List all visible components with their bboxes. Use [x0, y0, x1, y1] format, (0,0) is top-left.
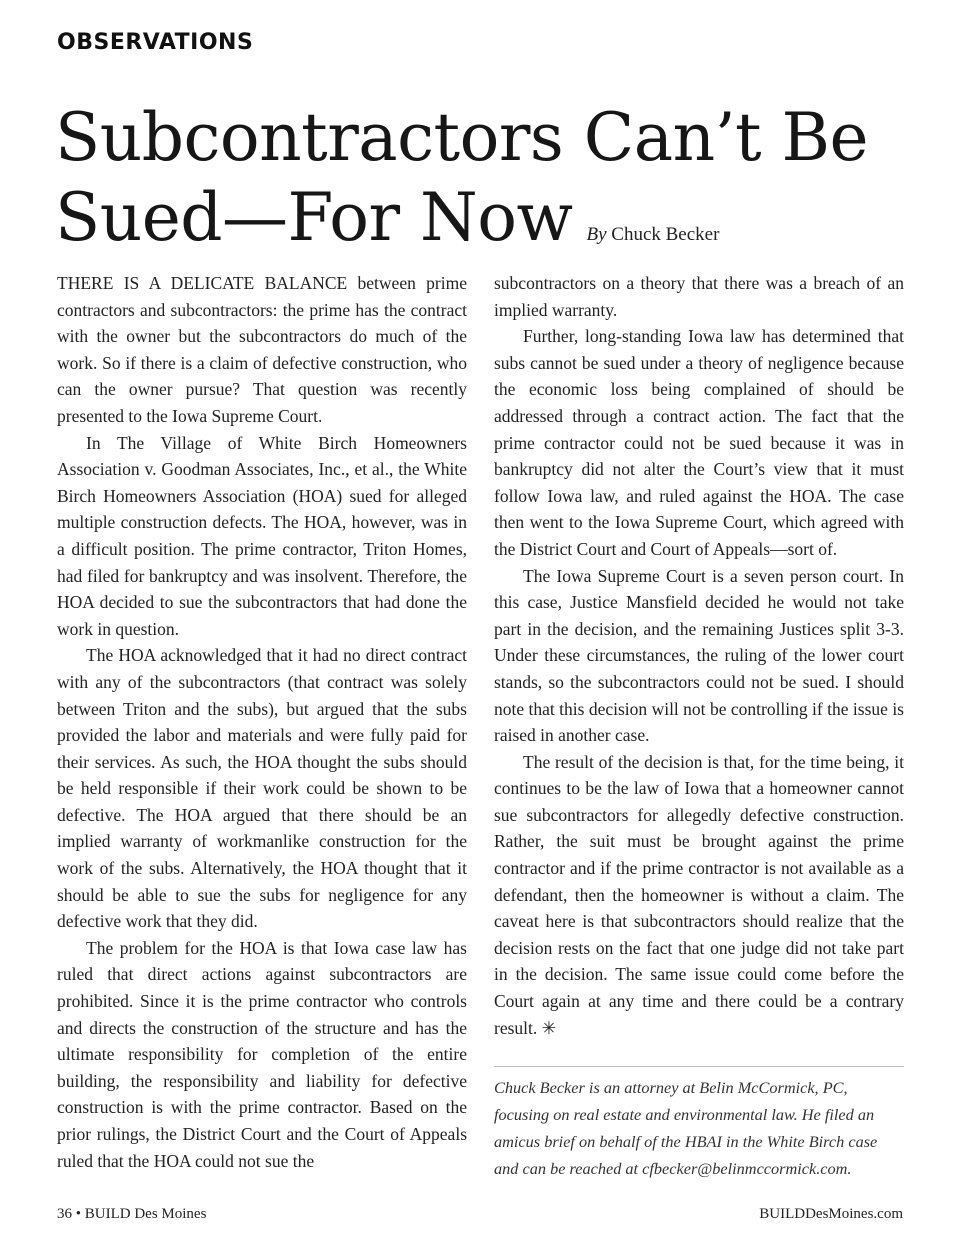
article-paragraph-7: [494, 749, 904, 1042]
paragraph-7-text: The result of the decision is that, for the time being, it continues to be the law of Iowa that a homeowner cannot sue subcontractors for allegedly defective construction. Rather, the suit must be brought against the prime contractor and if the prime contractor is not available as a defendant, then the homeowner is without a claim. The caveat here is that subcontractors should realize that the decision rests on the fact that one judge did not take part in the decision. The same issue could come before the Court again at any time and there could be a contrary result.: [494, 751, 904, 1038]
author-bio: Chuck Becker is an attorney at Belin McCormick, PC, focusing on real estate and environmental law. He filed an amicus brief on behalf of the HBAI in the White Birch case and can be reached at cfbecker@belinmccormick.com.: [494, 1078, 878, 1178]
lead-in-caps: THERE IS A DELICATE BALANCE: [57, 273, 348, 293]
footer-website: BUILDDesMoines.com: [759, 1206, 903, 1222]
bio-divider: [494, 1066, 904, 1067]
article-column-right: [494, 270, 904, 1041]
end-mark-icon: ✳: [541, 1017, 557, 1038]
paragraph-1-text: between prime contractors and subcontractors: the prime has the contract with the owner but the subcontractors do much of the work. So if there is a claim of defective construction, who can the owner pursue? That question was recently presented to the Iowa Supreme Court.: [57, 273, 467, 426]
byline: [586, 224, 719, 245]
article-paragraph-2: In The Village of White Birch Homeowners Association v. Goodman Associates, Inc., et al., the White Birch Homeowners Association (HOA) sued for alleged multiple construction defects. The HOA, however, was in a difficult position. The prime contractor, Triton Homes, had filed for bankruptcy and was insolvent. Therefore, the HOA decided to sue the subcontractors that had done the work in question.: [57, 432, 467, 639]
article-paragraph-6: The Iowa Supreme Court is a seven person court. In this case, Justice Mansfield decided he would not take part in the decision, and the remaining Justices split 3-3. Under these circumstances, the ruling of the lower court stands, so the subcontractors could not be sued. I should note that this decision will not be controlling if the issue is raised in another case.: [494, 565, 904, 746]
headline-line-1: Subcontractors Can’t Be: [55, 99, 869, 176]
headline-line-2: Sued—For Now: [55, 179, 573, 256]
byline-prefix: By: [586, 224, 607, 245]
article-headline: [55, 98, 915, 275]
article-paragraph-4-continued: subcontractors on a theory that there was a breach of an implied warranty.: [494, 273, 904, 320]
article-paragraph-1: [57, 270, 467, 430]
section-label: OBSERVATIONS: [57, 30, 254, 55]
byline-author: Chuck Becker: [611, 224, 720, 245]
article-paragraph-5: Further, long-standing Iowa law has determined that subs cannot be sued under a theory of negligence because the economic loss being complained of should be addressed through a contract action. The fact that the prime contractor could not be sued because it was in bankruptcy did not alter the Court’s view that it must follow Iowa law, and ruled against the HOA. The case then went to the Iowa Supreme Court, which agreed with the District Court and Court of Appeals—sort of.: [494, 326, 904, 559]
article-paragraph-4: The problem for the HOA is that Iowa case law has ruled that direct actions against subcontractors are prohibited. Since it is the prime contractor who controls and directs the construction of the structure and has the ultimate responsibility for completion of the entire building, the responsibility and liability for defective construction is with the prime contractor. Based on the prior rulings, the District Court and the Court of Appeals ruled that the HOA could not sue the: [57, 937, 467, 1171]
footer-page-label: 36 • BUILD Des Moines: [57, 1206, 207, 1222]
article-column-left: [57, 270, 467, 1174]
article-paragraph-3: The HOA acknowledged that it had no direct contract with any of the subcontractors (that contract was solely between Triton and the subs), but argued that the subs provided the labor and materials and were fully paid for their services. As such, the HOA thought the subs should be held responsible if their work could be shown to be defective. The HOA argued that there should be an implied warranty of workmanlike construction for the work of the subs. Alternatively, the HOA thought that it should be able to sue the subs for negligence for any defective work that they did.: [57, 645, 467, 932]
